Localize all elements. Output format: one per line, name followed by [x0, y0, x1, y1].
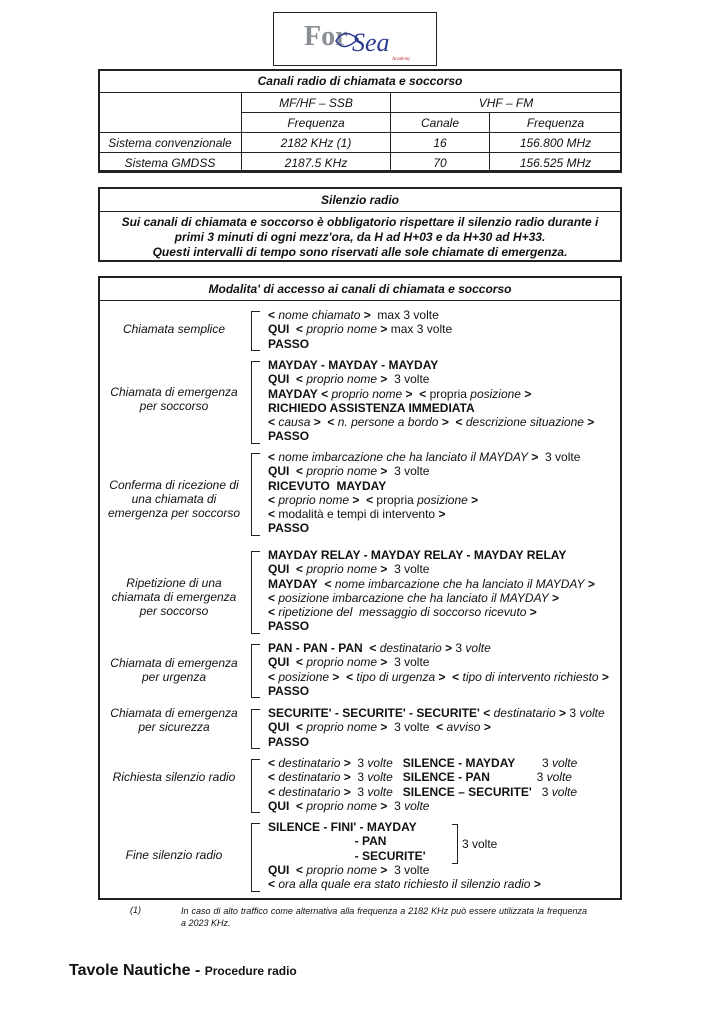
procedure-text: SILENCE - FINI' - MAYDAY - PAN - SECURITE' QUI < proprio nome > 3 volte < ora alla quale era stato richiesto il silenzio radio > — [268, 820, 541, 892]
bracket — [251, 823, 260, 892]
procedure-text: MAYDAY RELAY - MAYDAY RELAY - MAYDAY RELAY QUI < proprio nome > 3 volte MAYDAY < nome imbarcazione che ha lanciato il MAYDAY > < posizione imbarcazione che ha lanciato il MAYDAY > < ripetizione del messaggio di soccorso ricevuto > PASSO — [268, 548, 595, 634]
logo-for-text: For — [304, 21, 348, 52]
modalita-box — [98, 276, 622, 900]
procedure-text: MAYDAY - MAYDAY - MAYDAY QUI < proprio nome > 3 volte MAYDAY < proprio nome > < propria posizione > RICHIEDO ASSISTENZA IMMEDIATA < causa > < n. persone a bordo > < descrizione situazione > PASSO — [268, 358, 595, 444]
silenzio-line: Questi intervalli di tempo sono riservati alle sole chiamate di emergenza. — [152, 245, 568, 259]
section-label: Richiesta silenzio radio — [112, 770, 236, 784]
bracket — [251, 644, 260, 698]
table-row — [99, 133, 622, 153]
logo-sea-text: Sea — [352, 28, 390, 57]
row-label: Sistema convenzionale — [99, 133, 242, 153]
canali-table — [98, 69, 622, 173]
right-bracket — [452, 824, 458, 864]
silenzio-body — [100, 212, 620, 260]
logo-tagline: Academy — [392, 57, 411, 62]
col-frequenza-mf: Frequenza — [242, 113, 391, 133]
section-label: Fine silenzio radio — [125, 848, 223, 862]
bracket — [251, 453, 260, 536]
procedure-text: < nome imbarcazione che ha lanciato il MAYDAY > 3 volte QUI < proprio nome > 3 volte RICEVUTO MAYDAY < proprio nome > < propria posizione > < modalità e tempi di intervento > PASSO — [268, 450, 581, 536]
row-vhf: 156.800 MHz — [490, 133, 622, 153]
modalita-title: Modalita' di accesso ai canali di chiamata e soccorso — [100, 278, 620, 301]
group-vhf-header: VHF – FM — [391, 93, 622, 113]
section-label: Chiamata di emergenza per soccorso — [110, 385, 238, 413]
bracket — [251, 709, 260, 749]
section-label: Conferma di ricezione di una chiamata di emergenza per soccorso — [107, 478, 241, 520]
footnote-text: In caso di alto traffico come alternativa alla frequenza a 2182 KHz può essere utilizzata la frequenza a 2023 KHz. — [181, 906, 587, 928]
canali-empty-cell — [99, 93, 242, 113]
three-times-label: 3 volte — [462, 837, 498, 851]
page-footer — [69, 962, 297, 980]
logo-graphic — [274, 13, 436, 65]
bracket — [251, 551, 260, 634]
table-row — [99, 153, 622, 173]
section-label: Chiamata semplice — [122, 322, 226, 336]
col-frequenza-vhf: Frequenza — [490, 113, 622, 133]
bracket — [251, 311, 260, 351]
row-canale: 16 — [391, 133, 490, 153]
section-label: Ripetizione di una chiamata di emergenza per soccorso — [111, 576, 237, 618]
procedure-text: PAN - PAN - PAN < destinatario > 3 volte QUI < proprio nome > 3 volte < posizione > < tipo di urgenza > < tipo di intervento richiesto > PASSO — [268, 641, 609, 698]
row-vhf: 156.525 MHz — [490, 153, 622, 173]
forsea-logo — [273, 12, 437, 66]
row-mf: 2182 KHz (1) — [242, 133, 391, 153]
silenzio-line: Sui canali di chiamata e soccorso è obbligatorio rispettare il silenzio radio durante i — [121, 215, 599, 229]
row-mf: 2187.5 KHz — [242, 153, 391, 173]
section-label: Chiamata di emergenza per urgenza — [110, 656, 238, 684]
bracket — [251, 361, 260, 444]
procedure-text: SECURITE' - SECURITE' - SECURITE' < destinatario > 3 volte QUI < proprio nome > 3 volte < avviso > PASSO — [268, 706, 605, 749]
canali-title: Canali radio di chiamata e soccorso — [99, 70, 622, 93]
silenzio-line: primi 3 minuti di ogni mezz'ora, da H ad H+03 e da H+30 ad H+33. — [174, 230, 546, 244]
bracket — [251, 759, 260, 813]
footer-subtitle: Procedure radio — [204, 964, 297, 978]
procedure-text: < destinatario > 3 volte SILENCE - MAYDAY 3 volte < destinatario > 3 volte SILENCE - PAN 3 volte < destinatario > 3 volte SILENCE – SECURITE' 3 volte QUI < proprio nome > 3 volte — [268, 756, 578, 813]
group-mf-header: MF/HF – SSB — [242, 93, 391, 113]
procedure-text: < nome chiamato > max 3 volte QUI < proprio nome > max 3 volte PASSO — [268, 308, 453, 351]
col-canale: Canale — [391, 113, 490, 133]
footer-title: Tavole Nautiche - — [69, 962, 205, 979]
row-canale: 70 — [391, 153, 490, 173]
silenzio-title: Silenzio radio — [100, 189, 620, 212]
silenzio-box — [98, 187, 622, 262]
canali-empty-cell — [99, 113, 242, 133]
footnote-number: (1) — [130, 905, 141, 915]
row-label: Sistema GMDSS — [99, 153, 242, 173]
section-label: Chiamata di emergenza per sicurezza — [110, 706, 238, 734]
